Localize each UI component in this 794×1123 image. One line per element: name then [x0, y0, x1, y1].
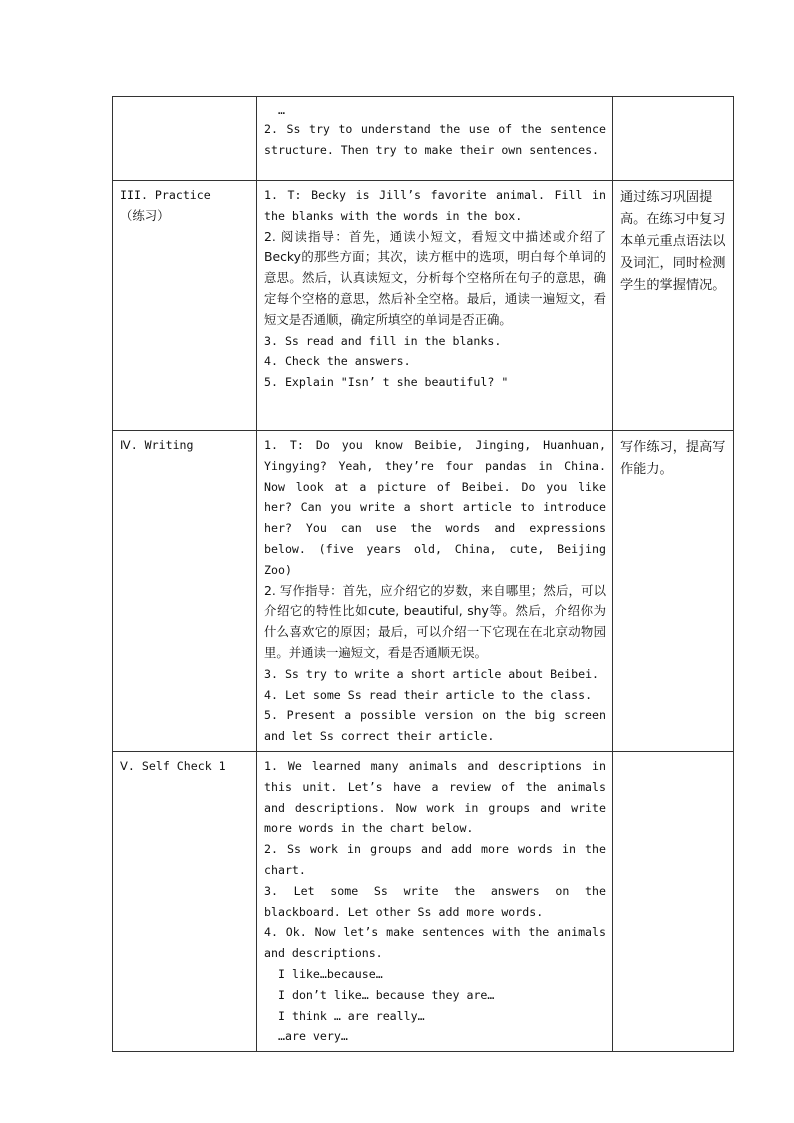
procedure-cell	[257, 181, 613, 431]
stage-cell	[113, 181, 257, 431]
procedure-step: 3. Ss read and fill in the blanks.	[264, 333, 502, 348]
sentence-pattern: I don’t like… because they are…	[278, 987, 495, 1002]
procedure-step: 2. 写作指导：首先，应介绍它的岁数，来自哪里；然后，可以介绍它的特性比如cute, beautiful, shy等。然后，介绍你为什么喜欢它的原因；最后，可以介绍一下它现在在北京动物园里。并通读一遍短文，看是否通顺无误。	[264, 582, 606, 660]
procedure-cell	[257, 431, 613, 752]
purpose-cell	[613, 181, 734, 431]
purpose-cell	[613, 431, 734, 752]
procedure-step: 1. T: Do you know Beibie, Jinging, Huanhuan, Yingying? Yeah, they’re four pandas in China. Now look at a picture of Beibei. Do you like her? Can you write a short article to introduce her? You can use the words and expressions below. (five years old, China, cute, Beijing Zoo)	[264, 438, 606, 577]
purpose-note	[620, 756, 727, 758]
procedure-step: 5. Explain "Isn’ t she beautiful? "	[264, 375, 509, 390]
table-row	[113, 181, 734, 431]
table-row	[113, 97, 734, 181]
purpose-note: 通过练习巩固提高。在练习中复习本单元重点语法以及词汇，同时检测学生的掌握情况。	[620, 190, 726, 293]
purpose-note	[620, 101, 727, 103]
procedure-cell	[257, 97, 613, 181]
stage-title: III. Practice	[120, 188, 211, 202]
procedure-step: 4. Check the answers.	[264, 354, 411, 369]
stage-cell	[113, 431, 257, 752]
procedure-step: 3. Ss try to write a short article about Beibei.	[264, 666, 600, 681]
procedure-step: …	[278, 103, 285, 117]
table-row	[113, 431, 734, 752]
procedure-step: 4. Let some Ss read their article to the class.	[264, 687, 593, 702]
procedure-step: 3. Let some Ss write the answers on the blackboard. Let other Ss add more words.	[264, 883, 606, 919]
procedure-step: 5. Present a possible version on the big screen and let Ss correct their article.	[264, 708, 606, 744]
stage-cell	[113, 97, 257, 181]
procedure-step: 2. Ss work in groups and add more words in the chart.	[264, 842, 606, 877]
stage-cell	[113, 751, 257, 1051]
sentence-pattern: I like…because…	[278, 966, 383, 981]
sentence-pattern: I think … are really…	[278, 1008, 425, 1023]
procedure-step: 1. We learned many animals and descriptions in this unit. Let’s have a review of the animals and descriptions. Now work in groups and write more words in the chart below.	[264, 758, 606, 836]
procedure-step: 1. T: Becky is Jill’s favorite animal. Fill in the blanks with the words in the box.	[264, 188, 606, 223]
purpose-note: 写作练习，提高写作能力。	[620, 440, 726, 477]
procedure-step: 2. 阅读指导：首先，通读小短文，看短文中描述或介绍了Becky的那些方面；其次，读方框中的选项，明白每个单词的意思。然后，认真读短文，分析每个空格所在句子的意思，确定每个空格的意思，然后补全空格。最后，通读一遍短文，看短文是否通顺，确定所填空的单词是否正确。	[264, 228, 606, 327]
procedure-cell	[257, 751, 613, 1051]
sentence-pattern: …are very…	[278, 1029, 348, 1044]
procedure-step: 4. Ok. Now let’s make sentences with the animals and descriptions.	[264, 925, 606, 961]
procedure-step: 2. Ss try to understand the use of the sentence structure. Then try to make their own sentences.	[264, 122, 606, 157]
table-row	[113, 751, 734, 1051]
stage-title: Ⅴ. Self Check 1	[120, 758, 226, 773]
stage-subtitle: （练习）	[120, 207, 170, 223]
stage-title: Ⅳ. Writing	[120, 438, 194, 452]
purpose-cell	[613, 751, 734, 1051]
lesson-plan-table	[112, 96, 734, 1052]
purpose-cell	[613, 97, 734, 181]
